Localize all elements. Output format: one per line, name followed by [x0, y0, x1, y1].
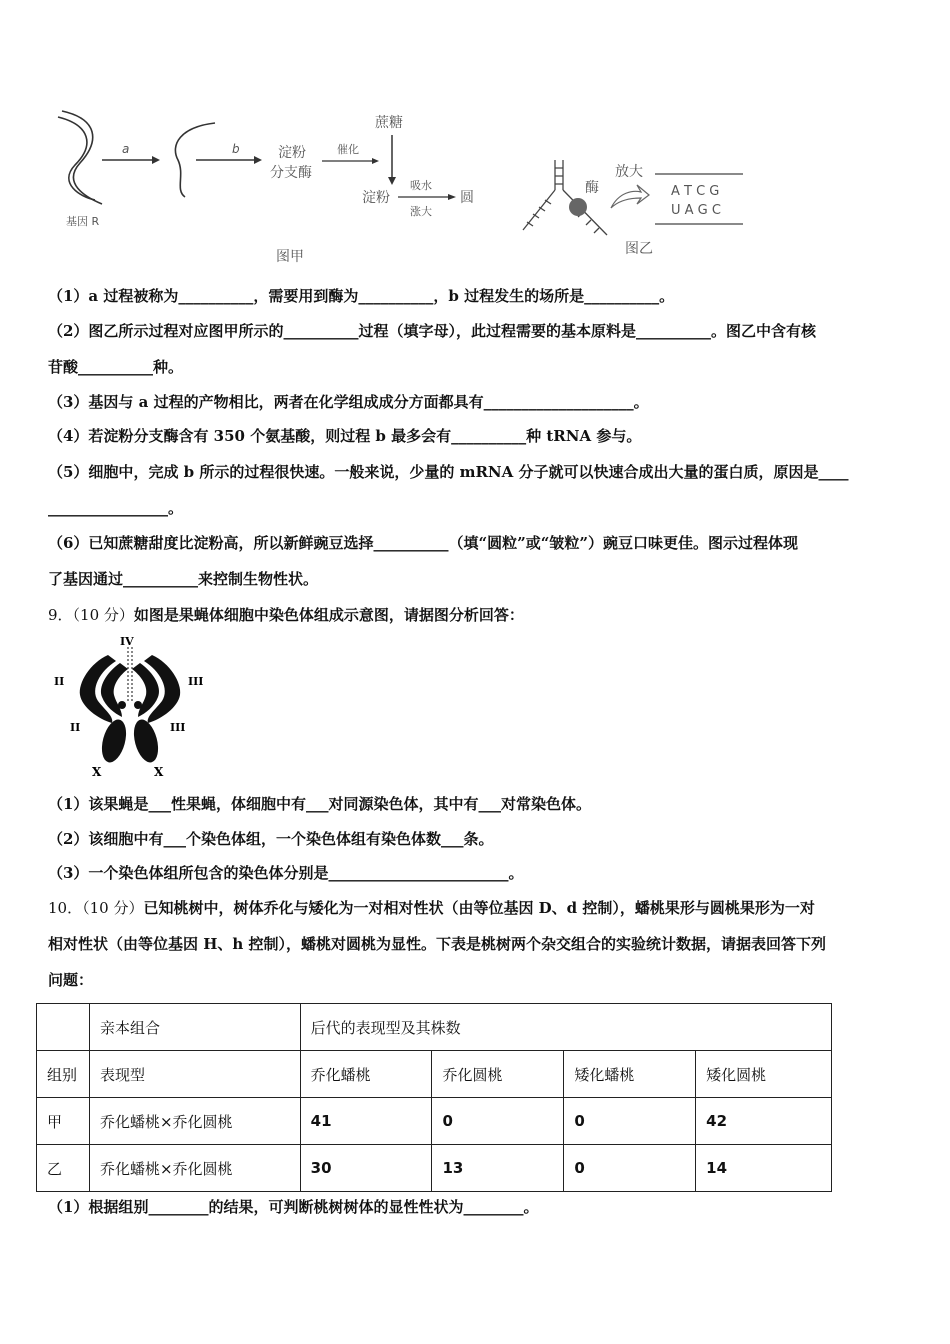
q8-part3: （3）基因与 a 过程的产物相比，两者在化学组成成分方面都具有____________________。 [48, 393, 649, 411]
label-ii-top: II [54, 675, 65, 688]
gene-dna-strands [58, 111, 102, 204]
q8-part1: （1）a 过程被称为__________，需要用到酶为__________，b 过程发生的场所是__________。 [48, 287, 675, 305]
table-cell-count: 14 [696, 1145, 832, 1192]
q8-part4: （4）若淀粉分支酶含有 350 个氨基酸，则过程 b 最多会有__________种 tRNA 参与。 [48, 427, 642, 445]
chromosome-ii-b [101, 663, 128, 717]
table-header-row-1 [37, 1004, 832, 1051]
table-row [37, 1145, 832, 1192]
arrow-a-label: a [122, 142, 130, 156]
q10-stem-line2: 相对性状（由等位基因 H、h 控制），蟠桃对圆桃为显性。下表是桃树两个杂交组合的实验统计数据，请据表回答下列 [48, 935, 827, 953]
q10-part1: （1）根据组别________的结果，可判断桃树树体的显性性状为________。 [48, 1198, 539, 1216]
table-header-row-2 [37, 1051, 832, 1098]
sucrose-label: 蔗糖 [375, 115, 403, 131]
label-iii-bottom: III [170, 721, 186, 734]
translation-diagram [523, 160, 607, 235]
enzyme-label: 酶 [585, 180, 599, 196]
q9-stem-text: 如图是果蝇体细胞中染色体组成示意图，请据图分析回答： [133, 606, 524, 624]
label-x-left: X [92, 765, 102, 779]
table-header-cell: 表现型 [89, 1051, 300, 1098]
table-cell-count: 30 [300, 1145, 432, 1192]
dna-strand-sequence: A T C G [671, 184, 720, 199]
chromosome-iv-a [118, 701, 126, 709]
q10-number: 10． [48, 899, 83, 917]
round-label: 圆 [460, 190, 474, 206]
table-header-cell: 组别 [37, 1051, 90, 1098]
arrow-b-label: b [232, 142, 240, 156]
table-header-cell: 矮化蟠桃 [564, 1051, 696, 1098]
label-ii-bottom: II [70, 721, 81, 734]
enzyme-label-line1: 淀粉 [278, 145, 306, 161]
magnify-arrow-icon [611, 185, 649, 208]
table-cell-group: 乙 [37, 1145, 90, 1192]
magnify-label: 放大 [615, 164, 643, 180]
q9-number: 9． [48, 606, 73, 624]
rna-strand-sequence: U A G C [671, 203, 721, 218]
figure-jia [50, 105, 490, 270]
cross-results-table [36, 1003, 832, 1192]
table-cell-count: 42 [696, 1098, 832, 1145]
swell-label: 涨大 [410, 205, 432, 218]
q9-stem [48, 604, 524, 626]
starch-label: 淀粉 [362, 190, 390, 206]
table-header-cell: 矮化圆桃 [696, 1051, 832, 1098]
catalyze-label: 催化 [337, 143, 359, 156]
q8-part2-line2: 苷酸__________种。 [48, 358, 184, 376]
table-cell-count: 0 [564, 1145, 696, 1192]
label-iv: IV [120, 635, 134, 648]
q8-part6-line2: 了基因通过__________来控制生物性状。 [48, 570, 319, 588]
q8-part5-line2: ________________。 [48, 499, 184, 517]
table-header-parents: 亲本组合 [89, 1004, 300, 1051]
table-header-offspring: 后代的表现型及其株数 [300, 1004, 831, 1051]
chromosome-iii-b [132, 663, 159, 717]
q8-part2-line1: （2）图乙所示过程对应图甲所示的__________过程（填字母），此过程需要的基本原料是__________。图乙中含有核 [48, 322, 816, 340]
q9-part3: （3）一个染色体组所包含的染色体分别是________________________。 [48, 864, 524, 882]
q10-score: （10 分） [82, 899, 144, 917]
chromosome-iv-b [134, 701, 142, 709]
table-cell-count: 41 [300, 1098, 432, 1145]
label-iii-top: III [188, 675, 204, 688]
q9-score: （10 分） [72, 606, 134, 624]
enzyme-blob [569, 198, 587, 216]
label-x-right: X [154, 765, 164, 779]
enzyme-label-line2: 分支酶 [270, 165, 312, 181]
q9-part1: （1）该果蝇是___性果蝇，体细胞中有___对同源染色体，其中有___对常染色体。 [48, 795, 591, 813]
table-cell-count: 13 [432, 1145, 564, 1192]
chromosome-x-b [130, 717, 163, 765]
table-cell-group: 甲 [37, 1098, 90, 1145]
table-row [37, 1098, 832, 1145]
table-header-cell: 乔化圆桃 [432, 1051, 564, 1098]
figure-yi-caption: 图乙 [625, 241, 653, 257]
table-cell-count: 0 [432, 1098, 564, 1145]
table-corner-cell [37, 1004, 90, 1051]
figure-jia-caption: 图甲 [276, 249, 304, 265]
q10-stem-line1 [48, 897, 815, 919]
q8-part6-line1: （6）已知蔗糖甜度比淀粉高，所以新鲜豌豆选择__________（填“圆粒”或“皱粒”）豌豆口味更佳。图示过程体现 [48, 534, 798, 552]
table-cell-count: 0 [564, 1098, 696, 1145]
q9-part2: （2）该细胞中有___个染色体组，一个染色体组有染色体数___条。 [48, 830, 494, 848]
fruit-fly-chromosome-figure [50, 633, 210, 781]
gene-label: 基因 R [66, 215, 100, 228]
q10-stem-line3: 问题： [48, 971, 94, 989]
figure-yi [515, 160, 750, 265]
table-header-cell: 乔化蟠桃 [300, 1051, 432, 1098]
chromosome-x-a [98, 717, 131, 765]
q10-stem-a: 已知桃树中，树体乔化与矮化为一对相对性状（由等位基因 D、d 控制），蟠桃果形与圆桃果形为一对 [143, 899, 815, 917]
q8-part5-line1: （5）细胞中，完成 b 所示的过程很快速。一般来说，少量的 mRNA 分子就可以快速合成出大量的蛋白质，原因是____ [48, 463, 849, 481]
absorb-water-label: 吸水 [410, 179, 432, 192]
table-cell-phenotype: 乔化蟠桃×乔化圆桃 [89, 1098, 300, 1145]
table-cell-phenotype: 乔化蟠桃×乔化圆桃 [89, 1145, 300, 1192]
